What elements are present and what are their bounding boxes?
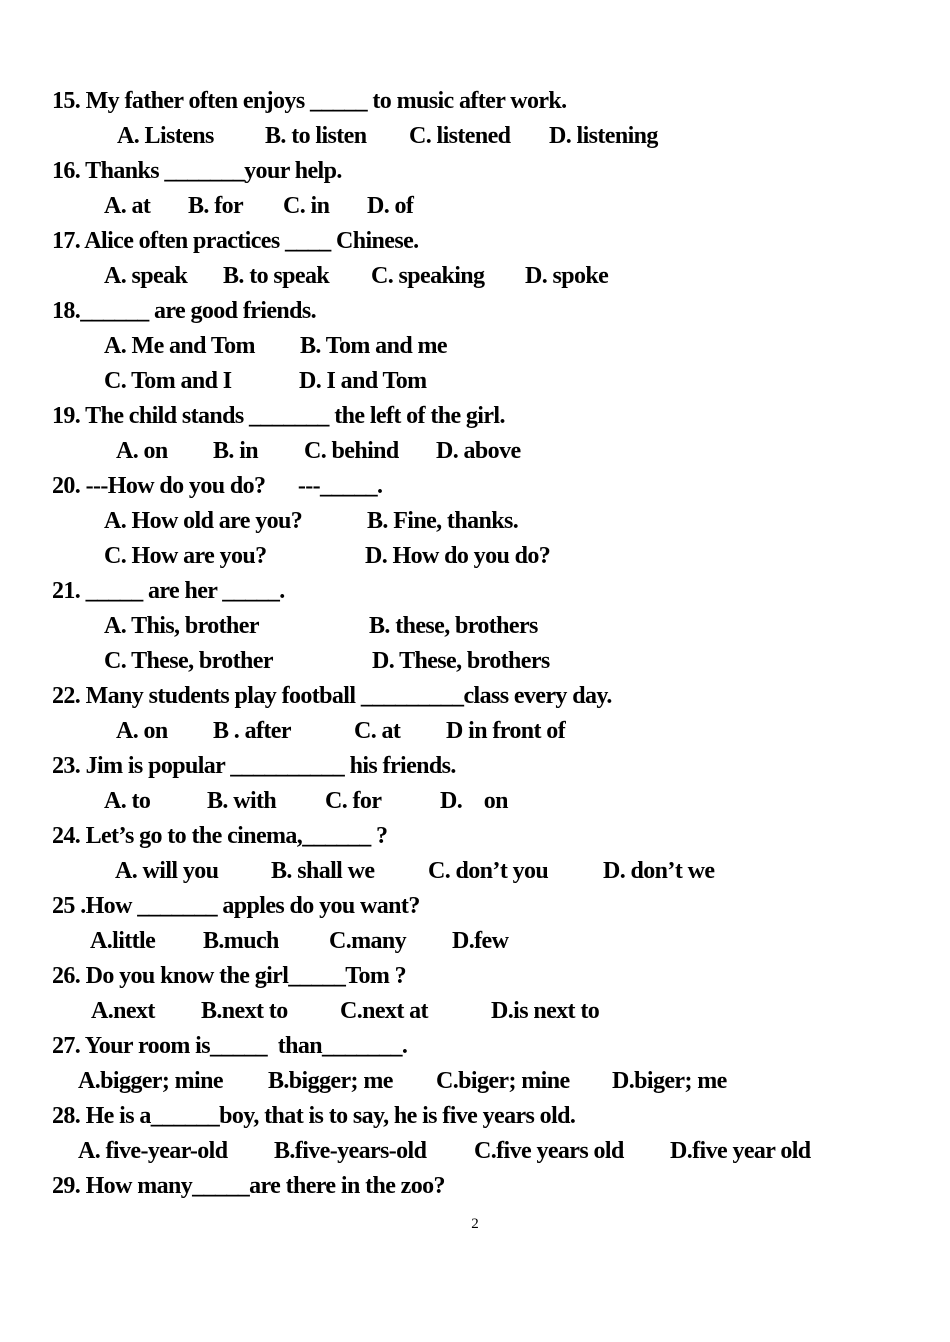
option-b: B. in bbox=[213, 438, 259, 464]
option-c: C. listened bbox=[409, 123, 511, 149]
question-stem: 25 .How _______ apples do you want? bbox=[52, 893, 420, 919]
option-a: A. How old are you? bbox=[104, 508, 303, 534]
option-c: C. don’t you bbox=[428, 858, 549, 884]
question-stem: 23. Jim is popular __________ his friends. bbox=[52, 753, 456, 779]
option-d: D. listening bbox=[549, 123, 658, 149]
question-stem: 20. ---How do you do? ---_____. bbox=[52, 473, 383, 499]
question-stem: 15. My father often enjoys _____ to music after work. bbox=[52, 88, 567, 114]
option-b: B . after bbox=[213, 718, 291, 744]
question-stem: 19. The child stands _______ the left of the girl. bbox=[52, 403, 505, 429]
option-c: C. Tom and I bbox=[104, 368, 232, 394]
option-c: C. These, brother bbox=[104, 648, 273, 674]
question-stem: 22. Many students play football _________class every day. bbox=[52, 683, 612, 709]
option-a: A. on bbox=[116, 718, 168, 744]
option-a: A.bigger; mine bbox=[78, 1068, 223, 1094]
option-a: A. This, brother bbox=[104, 613, 259, 639]
option-a: A. five-year-old bbox=[78, 1138, 228, 1164]
option-b: B. Fine, thanks. bbox=[367, 508, 519, 534]
option-d: D. on bbox=[440, 788, 508, 814]
option-a: A.little bbox=[90, 928, 156, 954]
question-stem: 24. Let’s go to the cinema,______ ? bbox=[52, 823, 388, 849]
question-stem: 28. He is a______boy, that is to say, he is five years old. bbox=[52, 1103, 576, 1129]
option-d: D in front of bbox=[446, 718, 566, 744]
question-stem: 17. Alice often practices ____ Chinese. bbox=[52, 228, 419, 254]
option-d: D. of bbox=[367, 193, 414, 219]
option-b: B. shall we bbox=[271, 858, 375, 884]
option-b: B. with bbox=[207, 788, 277, 814]
option-a: A.next bbox=[91, 998, 155, 1024]
question-stem: 27. Your room is_____ than_______. bbox=[52, 1033, 408, 1059]
option-d: D. How do you do? bbox=[365, 543, 551, 569]
option-c: C.next at bbox=[340, 998, 428, 1024]
option-a: A. Me and Tom bbox=[104, 333, 255, 359]
option-b: B. to speak bbox=[223, 263, 330, 289]
option-a: A. on bbox=[116, 438, 168, 464]
option-b: B. Tom and me bbox=[300, 333, 447, 359]
option-d: D. These, brothers bbox=[372, 648, 550, 674]
option-d: D.is next to bbox=[491, 998, 600, 1024]
option-b: B.much bbox=[203, 928, 279, 954]
option-b: B. to listen bbox=[265, 123, 367, 149]
option-a: A. Listens bbox=[117, 123, 214, 149]
option-d: D. I and Tom bbox=[299, 368, 427, 394]
option-d: D.five year old bbox=[670, 1138, 811, 1164]
option-c: C.many bbox=[329, 928, 407, 954]
question-stem: 16. Thanks _______your help. bbox=[52, 158, 342, 184]
option-b: B.five-years-old bbox=[274, 1138, 427, 1164]
option-c: C. speaking bbox=[371, 263, 485, 289]
option-a: A. will you bbox=[115, 858, 219, 884]
option-b: B.bigger; me bbox=[268, 1068, 393, 1094]
option-c: C. behind bbox=[304, 438, 399, 464]
option-c: C.five years old bbox=[474, 1138, 624, 1164]
page-number: 2 bbox=[471, 1216, 479, 1232]
option-d: D.biger; me bbox=[612, 1068, 727, 1094]
question-stem: 29. How many_____are there in the zoo? bbox=[52, 1173, 445, 1199]
option-c: C.biger; mine bbox=[436, 1068, 570, 1094]
option-b: B. for bbox=[188, 193, 244, 219]
option-b: B. these, brothers bbox=[369, 613, 538, 639]
option-c: C. in bbox=[283, 193, 330, 219]
question-stem: 18.______ are good friends. bbox=[52, 298, 317, 324]
option-d: D. spoke bbox=[525, 263, 609, 289]
option-c: C. for bbox=[325, 788, 382, 814]
option-d: D. above bbox=[436, 438, 521, 464]
option-d: D.few bbox=[452, 928, 509, 954]
option-b: B.next to bbox=[201, 998, 288, 1024]
question-stem: 21. _____ are her _____. bbox=[52, 578, 285, 604]
option-a: A. speak bbox=[104, 263, 188, 289]
option-c: C. at bbox=[354, 718, 401, 744]
option-c: C. How are you? bbox=[104, 543, 267, 569]
option-a: A. to bbox=[104, 788, 151, 814]
option-a: A. at bbox=[104, 193, 151, 219]
question-stem: 26. Do you know the girl_____Tom ? bbox=[52, 963, 407, 989]
option-d: D. don’t we bbox=[603, 858, 715, 884]
